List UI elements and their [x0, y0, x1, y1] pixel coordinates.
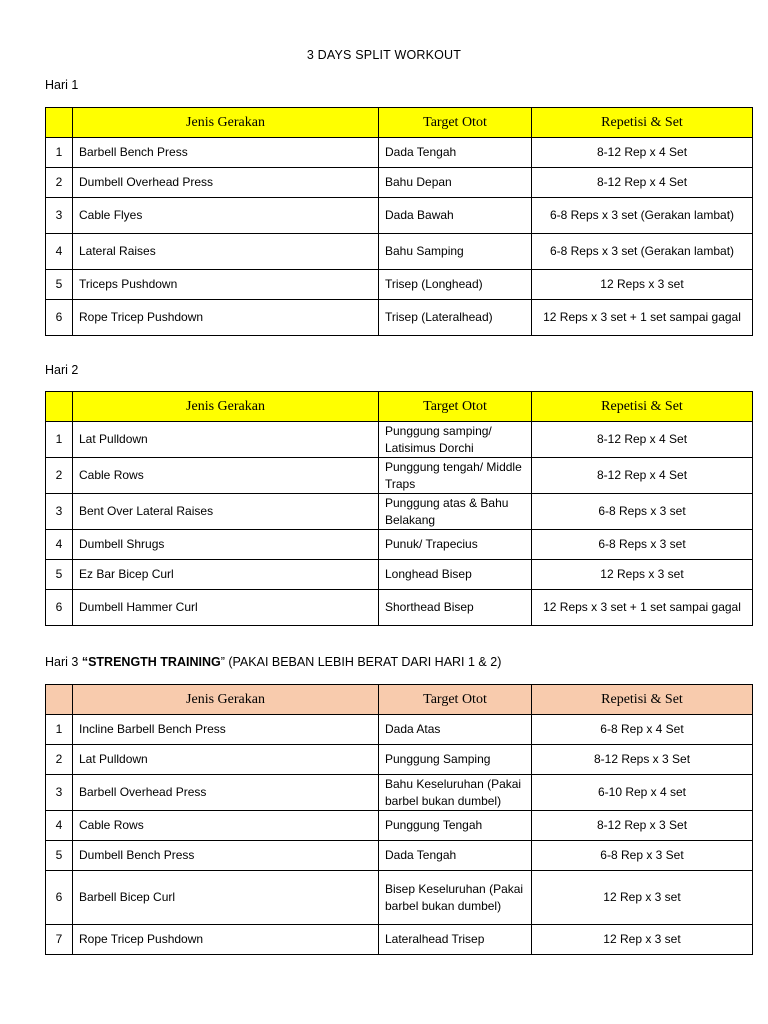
exercise-cell: Dumbell Shrugs — [73, 530, 379, 560]
table-header-row — [46, 685, 753, 715]
reps-cell: 12 Reps x 3 set — [532, 270, 753, 300]
target-cell: Dada Tengah — [379, 841, 532, 871]
exercise-cell: Ez Bar Bicep Curl — [73, 560, 379, 590]
table-row — [46, 530, 753, 560]
table-row — [46, 871, 753, 925]
target-cell: Shorthead Bisep — [379, 590, 532, 626]
table-row — [46, 458, 753, 494]
exercise-cell: Cable Rows — [73, 458, 379, 494]
row-number: 6 — [46, 300, 73, 336]
row-number: 2 — [46, 168, 73, 198]
exercise-cell: Barbell Bicep Curl — [73, 871, 379, 925]
target-cell: Punggung samping/ Latisimus Dorchi — [379, 422, 532, 458]
reps-cell: 12 Reps x 3 set + 1 set sampai gagal — [532, 300, 753, 336]
reps-cell: 12 Rep x 3 set — [532, 925, 753, 955]
table-row — [46, 841, 753, 871]
target-cell: Bisep Keseluruhan (Pakai barbel bukan dumbel) — [379, 871, 532, 925]
target-cell: Dada Tengah — [379, 138, 532, 168]
header-no — [46, 392, 73, 422]
row-number: 2 — [46, 458, 73, 494]
row-number: 4 — [46, 234, 73, 270]
header-target: Target Otot — [379, 685, 532, 715]
header-reps: Repetisi & Set — [532, 392, 753, 422]
exercise-cell: Lat Pulldown — [73, 422, 379, 458]
table-row — [46, 234, 753, 270]
day2-label: Hari 2 — [45, 363, 79, 377]
row-number: 1 — [46, 138, 73, 168]
exercise-cell: Dumbell Overhead Press — [73, 168, 379, 198]
exercise-cell: Rope Tricep Pushdown — [73, 925, 379, 955]
reps-cell: 6-8 Rep x 4 Set — [532, 715, 753, 745]
exercise-cell: Barbell Bench Press — [73, 138, 379, 168]
exercise-cell: Cable Rows — [73, 811, 379, 841]
header-no — [46, 108, 73, 138]
reps-cell: 6-8 Rep x 3 Set — [532, 841, 753, 871]
reps-cell: 12 Rep x 3 set — [532, 871, 753, 925]
exercise-cell: Rope Tricep Pushdown — [73, 300, 379, 336]
target-cell: Punggung Tengah — [379, 811, 532, 841]
exercise-cell: Lat Pulldown — [73, 745, 379, 775]
day3-label-bold: “STRENGTH TRAINING — [81, 655, 221, 669]
table-row — [46, 270, 753, 300]
day2-table — [45, 391, 753, 626]
row-number: 5 — [46, 841, 73, 871]
header-exercise: Jenis Gerakan — [73, 392, 379, 422]
exercise-cell: Incline Barbell Bench Press — [73, 715, 379, 745]
target-cell: Bahu Depan — [379, 168, 532, 198]
header-exercise: Jenis Gerakan — [73, 108, 379, 138]
row-number: 3 — [46, 198, 73, 234]
reps-cell: 8-12 Rep x 3 Set — [532, 811, 753, 841]
row-number: 5 — [46, 270, 73, 300]
table-row — [46, 198, 753, 234]
header-reps: Repetisi & Set — [532, 685, 753, 715]
reps-cell: 6-8 Reps x 3 set (Gerakan lambat) — [532, 234, 753, 270]
reps-cell: 8-12 Rep x 4 Set — [532, 168, 753, 198]
header-no — [46, 685, 73, 715]
row-number: 3 — [46, 494, 73, 530]
target-cell: Punggung tengah/ Middle Traps — [379, 458, 532, 494]
reps-cell: 6-10 Rep x 4 set — [532, 775, 753, 811]
table-row — [46, 300, 753, 336]
table-row — [46, 811, 753, 841]
day3-label — [45, 655, 501, 669]
header-target: Target Otot — [379, 392, 532, 422]
exercise-cell: Bent Over Lateral Raises — [73, 494, 379, 530]
reps-cell: 8-12 Rep x 4 Set — [532, 422, 753, 458]
target-cell: Bahu Samping — [379, 234, 532, 270]
reps-cell: 8-12 Rep x 4 Set — [532, 138, 753, 168]
header-reps: Repetisi & Set — [532, 108, 753, 138]
reps-cell: 8-12 Rep x 4 Set — [532, 458, 753, 494]
row-number: 6 — [46, 590, 73, 626]
target-cell: Bahu Keseluruhan (Pakai barbel bukan dumbel) — [379, 775, 532, 811]
day1-label: Hari 1 — [45, 78, 79, 92]
table-row — [46, 494, 753, 530]
target-cell: Dada Bawah — [379, 198, 532, 234]
reps-cell: 12 Reps x 3 set — [532, 560, 753, 590]
table-row — [46, 422, 753, 458]
target-cell: Trisep (Longhead) — [379, 270, 532, 300]
header-exercise: Jenis Gerakan — [73, 685, 379, 715]
row-number: 4 — [46, 530, 73, 560]
target-cell: Lateralhead Trisep — [379, 925, 532, 955]
exercise-cell: Cable Flyes — [73, 198, 379, 234]
row-number: 1 — [46, 422, 73, 458]
header-target: Target Otot — [379, 108, 532, 138]
row-number: 3 — [46, 775, 73, 811]
exercise-cell: Barbell Overhead Press — [73, 775, 379, 811]
target-cell: Punggung atas & Bahu Belakang — [379, 494, 532, 530]
table-row — [46, 560, 753, 590]
day3-table — [45, 684, 753, 955]
row-number: 7 — [46, 925, 73, 955]
row-number: 4 — [46, 811, 73, 841]
table-row — [46, 715, 753, 745]
table-row — [46, 590, 753, 626]
row-number: 1 — [46, 715, 73, 745]
table-row — [46, 168, 753, 198]
page-title: 3 DAYS SPLIT WORKOUT — [306, 48, 462, 62]
table-header-row — [46, 108, 753, 138]
exercise-cell: Dumbell Bench Press — [73, 841, 379, 871]
target-cell: Punggung Samping — [379, 745, 532, 775]
row-number: 5 — [46, 560, 73, 590]
day3-label-suffix: ” (PAKAI BEBAN LEBIH BERAT DARI HARI 1 & 2) — [220, 655, 502, 669]
exercise-cell: Triceps Pushdown — [73, 270, 379, 300]
reps-cell: 8-12 Reps x 3 Set — [532, 745, 753, 775]
day1-table — [45, 107, 753, 336]
table-row — [46, 925, 753, 955]
table-row — [46, 138, 753, 168]
reps-cell: 12 Reps x 3 set + 1 set sampai gagal — [532, 590, 753, 626]
reps-cell: 6-8 Reps x 3 set — [532, 530, 753, 560]
exercise-cell: Dumbell Hammer Curl — [73, 590, 379, 626]
day3-label-prefix: Hari 3 — [45, 655, 82, 669]
exercise-cell: Lateral Raises — [73, 234, 379, 270]
row-number: 6 — [46, 871, 73, 925]
table-row — [46, 745, 753, 775]
table-header-row — [46, 392, 753, 422]
target-cell: Dada Atas — [379, 715, 532, 745]
reps-cell: 6-8 Reps x 3 set (Gerakan lambat) — [532, 198, 753, 234]
table-row — [46, 775, 753, 811]
reps-cell: 6-8 Reps x 3 set — [532, 494, 753, 530]
row-number: 2 — [46, 745, 73, 775]
target-cell: Trisep (Lateralhead) — [379, 300, 532, 336]
target-cell: Punuk/ Trapecius — [379, 530, 532, 560]
target-cell: Longhead Bisep — [379, 560, 532, 590]
